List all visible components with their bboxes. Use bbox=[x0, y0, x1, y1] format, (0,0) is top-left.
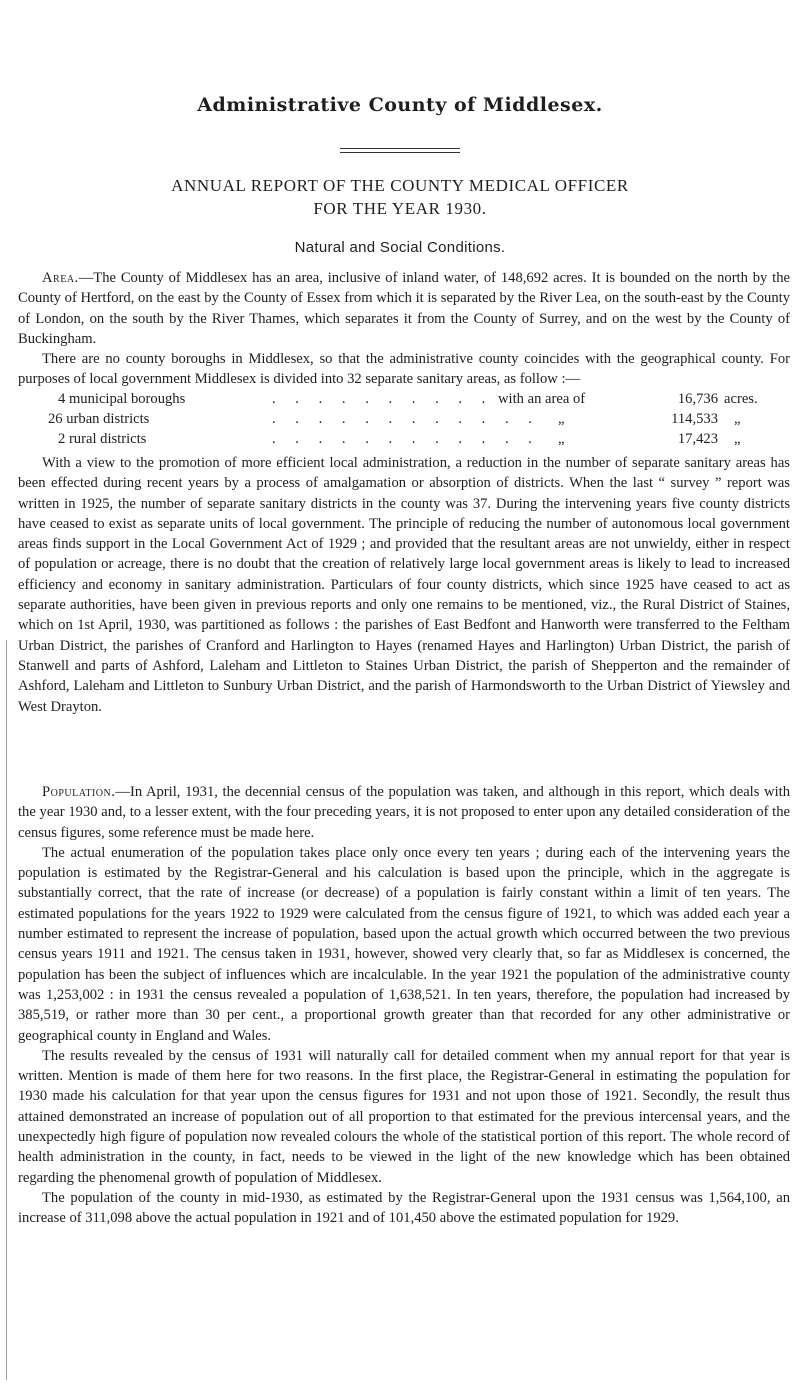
amalgamation-paragraph bbox=[18, 453, 790, 717]
area-row-prefix: with an area of bbox=[498, 391, 586, 407]
amalgamation-text: With a view to the promotion of more efficient local administration, a reduction in the number of separate sanitary areas has been effected during recent years by a process of amalgamation or absorption of districts. When the last “ survey ” report was written in 1925, the number of separate sanitary districts in the county was 37. During the intervening years five county districts have ceased to exist as separate units of local government. The principle of reducing the number of autonomous local government areas finds support in the Local Government Act of 1929 ; and provided that the resultant areas are not unwieldy, either in respect of population or acreage, there is no doubt that the creation of relatively large local government areas is likely to lead to increased efficiency and economy in sanitary administration. Particulars of four county districts, which since 1925 have ceased to act as separate authorities, have been given in previous reports and only one remains to be mentioned, viz., the Rural District of Staines, which on 1st April, 1930, was partitioned as follows : the parishes of East Bedfont and Hanworth were transferred to the Feltham Urban District, the parishes of Cranford and Harlington to Hayes (renamed Hayes and Harlington) Urban District, the parish of Stanwell and parts of Ashford, Laleham and Littleton to Staines Urban District, the parish of Shepperton and the remainder of Ashford, Laleham and Littleton to Sunbury Urban District, and the parish of Harmondsworth to the Urban District of Yiewsley and West Drayton. bbox=[18, 455, 790, 715]
area-row bbox=[58, 431, 758, 451]
area-row-value: 17,423 bbox=[677, 431, 718, 447]
leader-dots: . . . . . . . . . . . . bbox=[272, 431, 540, 447]
area-text-2: There are no county boroughs in Middlesex, so that the administrative county coincides with the geographical county. For purposes of local government Middlesex is divided into 32 separate sanitary areas, as follow :— bbox=[18, 351, 790, 388]
county-heading: Administrative County of Middlesex. bbox=[197, 94, 603, 116]
area-row bbox=[48, 411, 758, 431]
area-row-value: 114,533 bbox=[671, 411, 718, 427]
population-text: —In April, 1931, the decennial census of the population was taken, and although in this report, which deals with the year 1930 and, to a lesser extent, with the four preceding years, it is not proposed to enter upon any detailed consideration of the census figures, some reference must be made here. bbox=[18, 784, 790, 841]
divider-rule bbox=[340, 152, 460, 153]
population-text-2: The actual enumeration of the population takes place only once every ten years ; during each of the intervening years the population is estimated by the Registrar-General and his calculation is based upon the principle, which in the aggregate is substantially correct, that the rate of increase (or decrease) of a population is fairly constant within a limit of ten years. The estimated populations for the years 1922 to 1929 were calculated from the census figure of 1921, to which was added each year a number estimated to represent the increase of population, based upon the actual growth which occurred between the two previous census years 1911 and 1921. The census taken in 1931, however, showed very clearly that, so far as Middlesex is concerned, the population has been the subject of influences which are incalculable. In the year 1921 the population of the administrative county was 1,253,002 : in 1931 the census revealed a population of 1,638,521. In ten years, therefore, the population had increased by 385,519, or rather more than 30 per cent., a proportional growth greater than that recorded for any other administrative or geographical county in England and Wales. bbox=[18, 844, 790, 1044]
report-title: ANNUAL REPORT OF THE COUNTY MEDICAL OFFICER bbox=[171, 176, 629, 195]
area-row-unit: acres. bbox=[724, 391, 758, 407]
population-text-3: The results revealed by the census of 1931 will naturally call for detailed comment when my annual report for that year is written. Mention is made of them here for two reasons. In the first place, the Registrar-General in estimating the population for 1930 made his calculation for that year upon the census figures for 1931 and not upon those of 1921. Secondly, the result thus attained demonstrated an increase of population out of all proportion to that estimated for the previous intercensal years, and the unexpectedly high figure of population now revealed colours the whole of the statistical portion of this report. The whole record of health administration in the county, in fact, needs to be viewed in the light of the new knowledge which has been obtained regarding the phenomenal growth of population of Middlesex. bbox=[18, 1047, 790, 1186]
area-row-label: 2 rural districts bbox=[58, 431, 147, 447]
divider-rule bbox=[340, 148, 460, 149]
area-row-label: 26 urban districts bbox=[48, 411, 150, 427]
area-row-prefix: „ bbox=[558, 431, 565, 447]
report-subtitle: FOR THE YEAR 1930. bbox=[313, 199, 487, 218]
population-lead: Population. bbox=[42, 784, 116, 800]
area-row bbox=[58, 391, 758, 411]
area-text: —The County of Middlesex has an area, inclusive of inland water, of 148,692 acres. It is bounded on the north by the County of Hertford, on the east by the County of Essex from which it is separated by the River Lea, on the south-east by the County of London, on the south by the River Thames, which separates it from the County of Surrey, and on the west by the County of Buckingham. bbox=[18, 270, 790, 347]
area-paragraph bbox=[18, 268, 790, 390]
area-row-unit: „ bbox=[734, 411, 741, 427]
area-row-unit: „ bbox=[734, 431, 741, 447]
population-text-4: The population of the county in mid-1930, as estimated by the Registrar-General upon the 1931 census was 1,564,100, an increase of 311,098 above the actual population in 1921 and of 101,450 above the estimated population for 1929. bbox=[18, 1189, 790, 1227]
area-row-label: 4 municipal boroughs bbox=[58, 391, 186, 407]
population-paragraph bbox=[18, 782, 790, 1229]
area-row-value: 16,736 bbox=[677, 391, 718, 407]
leader-dots: . . . . . . . . . . . . bbox=[272, 411, 540, 427]
area-lead: Area. bbox=[42, 270, 79, 286]
margin-line bbox=[6, 640, 7, 1380]
area-row-prefix: „ bbox=[558, 411, 565, 427]
leader-dots: . . . . . . . . . . bbox=[272, 391, 494, 407]
section-title: Natural and Social Conditions. bbox=[294, 239, 506, 256]
